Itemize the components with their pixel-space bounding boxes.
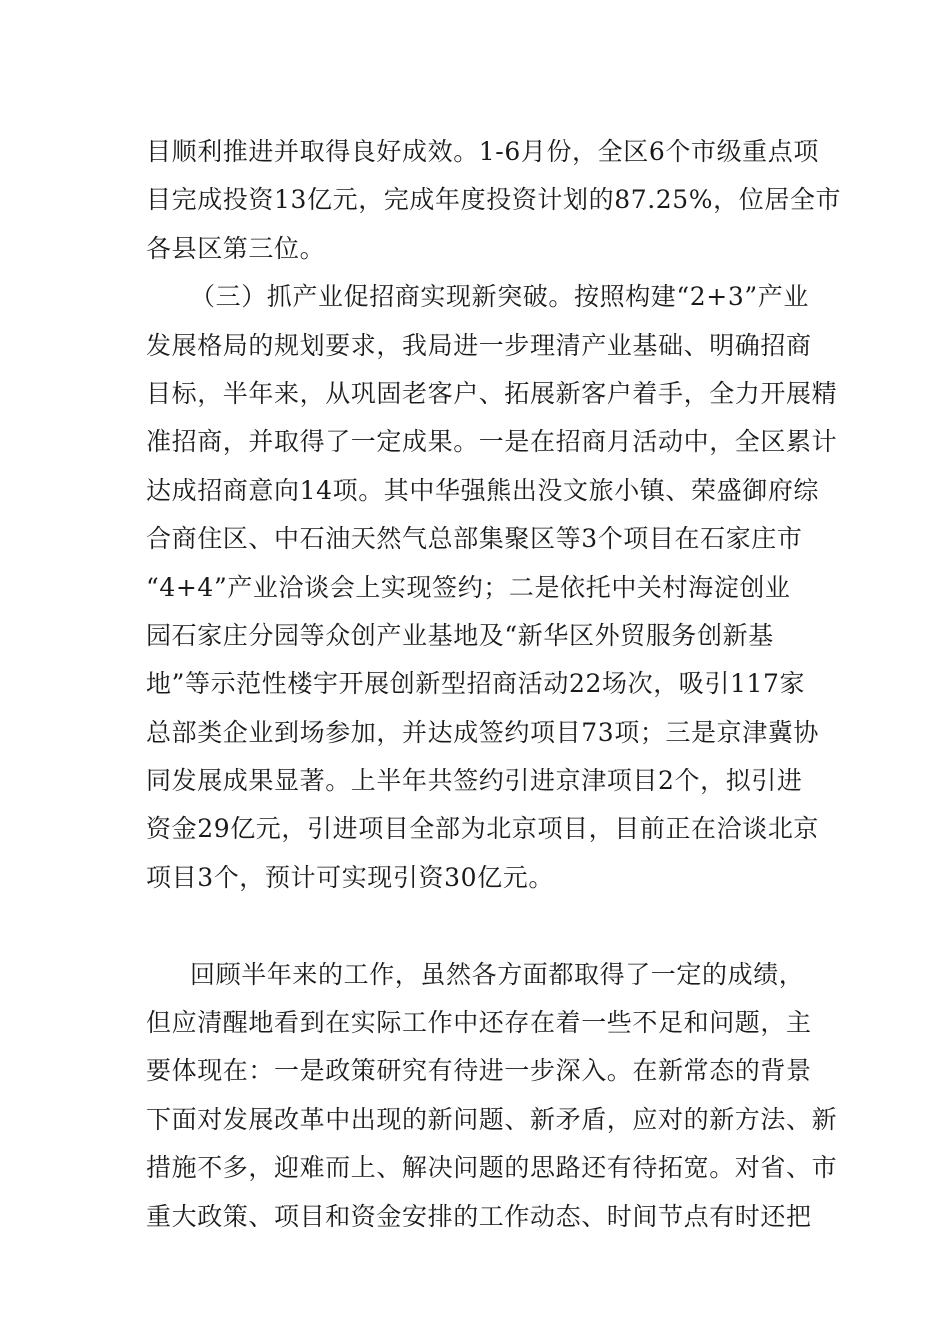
paragraph-1 (146, 128, 842, 273)
text-line: 各县区第三位。 (146, 233, 326, 263)
text-line: 但应清醒地看到在实际工作中还存在着一些不足和问题，主 (146, 1008, 812, 1038)
paragraph-2 (146, 273, 838, 950)
text-line: 总部类企业到场参加，并达成签约项目73项；三是京津冀协 (146, 717, 820, 747)
text-line: 目标，半年来，从巩固老客户、拓展新客户着手，全力开展精 (146, 378, 838, 408)
text-line: 达成招商意向14项。其中华强熊出没文旅小镇、荣盛御府综 (146, 475, 820, 505)
text-line: 目顺利推进并取得良好成效。1-6月份，全区6个市级重点项 (146, 137, 819, 166)
text-line: 发展格局的规划要求，我局进一步理清产业基础、明确招商 (146, 330, 812, 360)
text-line: 要体现在：一是政策研究有待进一步深入。在新常态的背景 (146, 1056, 812, 1086)
text-line: 准招商，并取得了一定成果。一是在招商月活动中，全区累计 (146, 427, 838, 457)
text-line: 措施不多，迎难而上、解决问题的思路还有待拓宽。对省、市 (146, 1153, 838, 1183)
text-line: 项目3个，预计可实现引资30亿元。 (146, 862, 554, 892)
text-line: 下面对发展改革中出现的新问题、新矛盾，应对的新方法、新 (146, 1104, 838, 1134)
text-line: （三）抓产业促招商实现新突破。按照构建“2+3”产业 (190, 282, 809, 312)
text-line (146, 902, 810, 950)
text-line: 合商住区、中石油天然气总部集聚区等3个项目在石家庄市 (146, 524, 803, 554)
text-line: 目完成投资13亿元，完成年度投资计划的87.25%，位居全市 (146, 185, 842, 215)
text-line: 回顾半年来的工作，虽然各方面都取得了一定的成绩， (190, 959, 805, 989)
text-line: 资金29亿元，引进项目全部为北京项目，目前正在洽谈北京 (146, 814, 820, 844)
text-line: “4+4”产业洽谈会上实现签约；二是依托中关村海淀创业 (146, 572, 791, 602)
text-line: 同发展成果显著。上半年共签约引进京津项目2个，拟引进 (146, 766, 803, 796)
text-line: 地”等示范性楼宇开展创新型招商活动22场次，吸引117家 (146, 669, 806, 699)
document-body (146, 128, 842, 1241)
text-line: 重大政策、项目和资金安排的工作动态、时间节点有时还把 (146, 1201, 812, 1231)
text-line: 园石家庄分园等众创产业基地及“新华区外贸服务创新基 (146, 620, 774, 650)
paragraph-3 (146, 951, 838, 1241)
